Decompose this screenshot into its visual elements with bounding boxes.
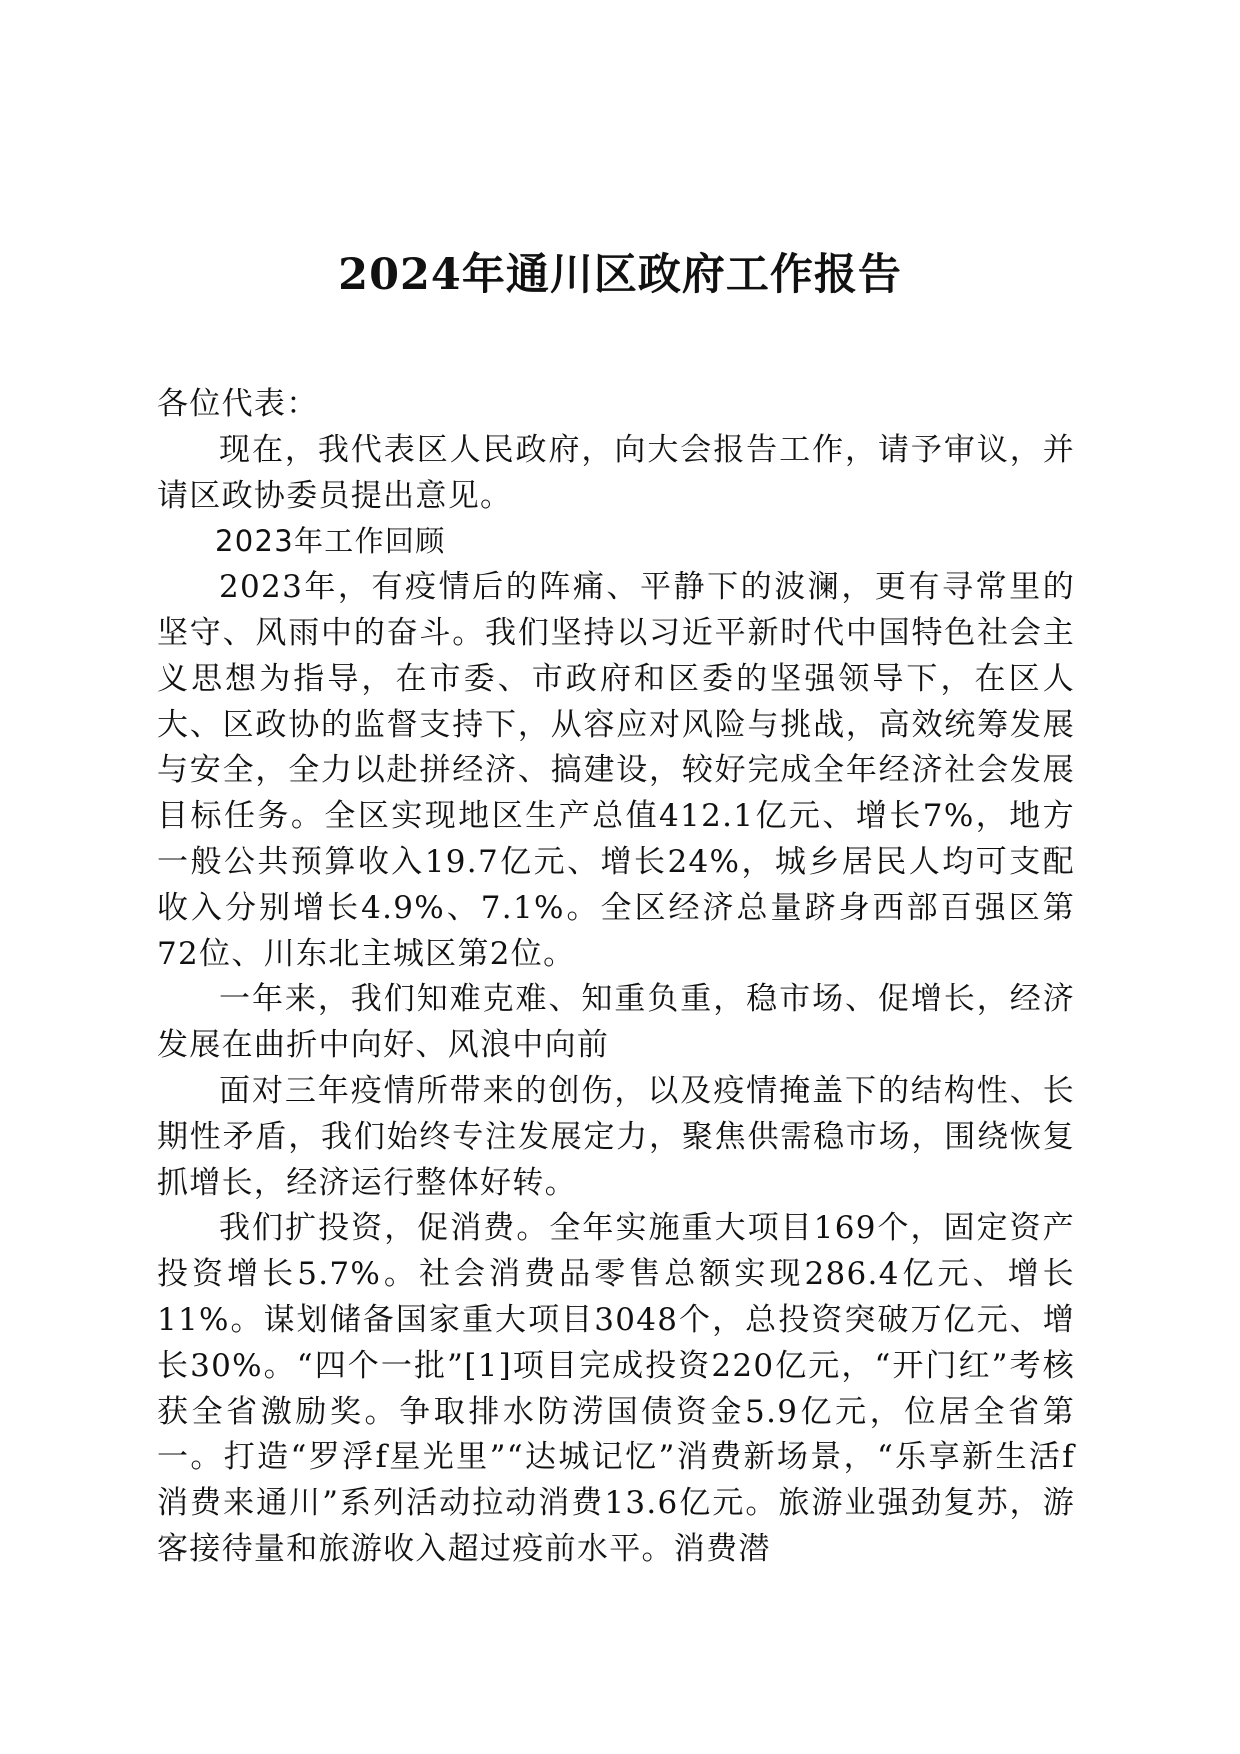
opening-paragraph: 现在，我代表区人民政府，向大会报告工作，请予审议，并请区政协委员提出意见。 [157,431,1075,514]
paragraph-investment-consumption: 我们扩投资，促消费。全年实施重大项目169个，固定资产投资增长5.7%。社会消费品零售总额实现286.4亿元、增长11%。谋划储备国家重大项目3048个，总投资突破万亿元、增长30%。“四个一批”[1]项目完成投资220亿元，“开门红”考核获全省激励奖。争取排水防涝国债资金5.9亿元，位居全省第一。打造“罗浮f星光里”“达城记忆”消费新场景，“乐享新生活f消费来通川”系列活动拉动消费13.6亿元。旅游业强劲复苏，游客接待量和旅游收入超过疫前水平。消费潜 [157,1210,1075,1567]
salutation: 各位代表： [157,386,319,422]
paragraph-year-summary: 一年来，我们知难克难、知重负重，稳市场、促增长，经济发展在曲折中向好、风浪中向前 [157,981,1075,1064]
paragraph-pandemic-recovery: 面对三年疫情所带来的创伤，以及疫情掩盖下的结构性、长期性矛盾，我们始终专注发展定力，聚焦供需稳市场，围绕恢复抓增长，经济运行整体好转。 [157,1072,1075,1201]
paragraph-overview: 2023年，有疫情后的阵痛、平静下的波澜，更有寻常里的坚守、风雨中的奋斗。我们坚持以习近平新时代中国特色社会主义思想为指导，在市委、市政府和区委的坚强领导下，在区人大、区政协的监督支持下，从容应对风险与挑战，高效统筹发展与安全，全力以赴拼经济、搞建设，较好完成全年经济社会发展目标任务。全区实现地区生产总值412.1亿元、增长7%，地方一般公共预算收入19.7亿元、增长24%，城乡居民人均可支配收入分别增长4.9%、7.1%。全区经济总量跻身西部百强区第72位、川东北主城区第2位。 [157,569,1075,972]
document-title: 2024年通川区政府工作报告 [338,250,902,300]
document-body [157,382,1075,1573]
section-heading: 2023年工作回顾 [215,524,446,559]
